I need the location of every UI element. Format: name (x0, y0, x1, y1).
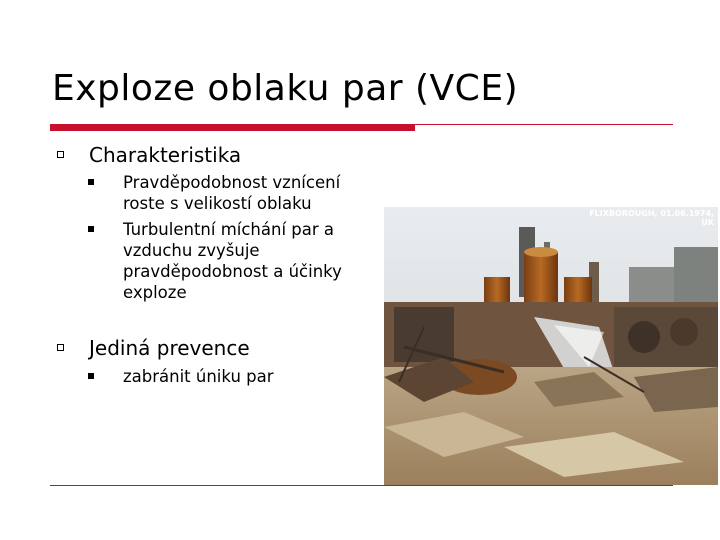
filled-square-bullet-icon (88, 226, 94, 232)
sub-bullet-turbulent-mixing (123, 219, 371, 303)
bullet-label: Charakteristika (89, 143, 242, 167)
sub-bullet-ignition-probability (123, 172, 371, 214)
filled-square-bullet-icon (88, 179, 94, 185)
filled-square-bullet-icon (88, 373, 94, 379)
hollow-square-bullet-icon (57, 151, 64, 158)
bullet-label: Jediná prevence (89, 336, 250, 360)
sub-bullet-text: Pravděpodobnost vznícení roste s velikostí oblaku (123, 173, 341, 213)
title-rule-line (415, 124, 673, 125)
photo-caption-line-1: FLIXBOROUGH, 01.06.1974, (589, 209, 714, 218)
title-accent-bar (50, 124, 415, 131)
sub-bullet-text: Turbulentní míchání par a vzduchu zvyšuje pravděpodobnost a účinky exploze (123, 220, 342, 302)
photo-caption-line-2: UK (701, 218, 714, 227)
photo-caption (589, 209, 714, 227)
explosion-ruins-image (384, 207, 718, 485)
sub-bullet-prevent-leak (123, 366, 371, 387)
hollow-square-bullet-icon (57, 344, 64, 351)
footer-rule-line (50, 485, 673, 486)
sub-bullet-text: zabránit úniku par (123, 367, 274, 386)
slide-title: Exploze oblaku par (VCE) (52, 68, 519, 109)
flixborough-disaster-photo (384, 207, 718, 485)
